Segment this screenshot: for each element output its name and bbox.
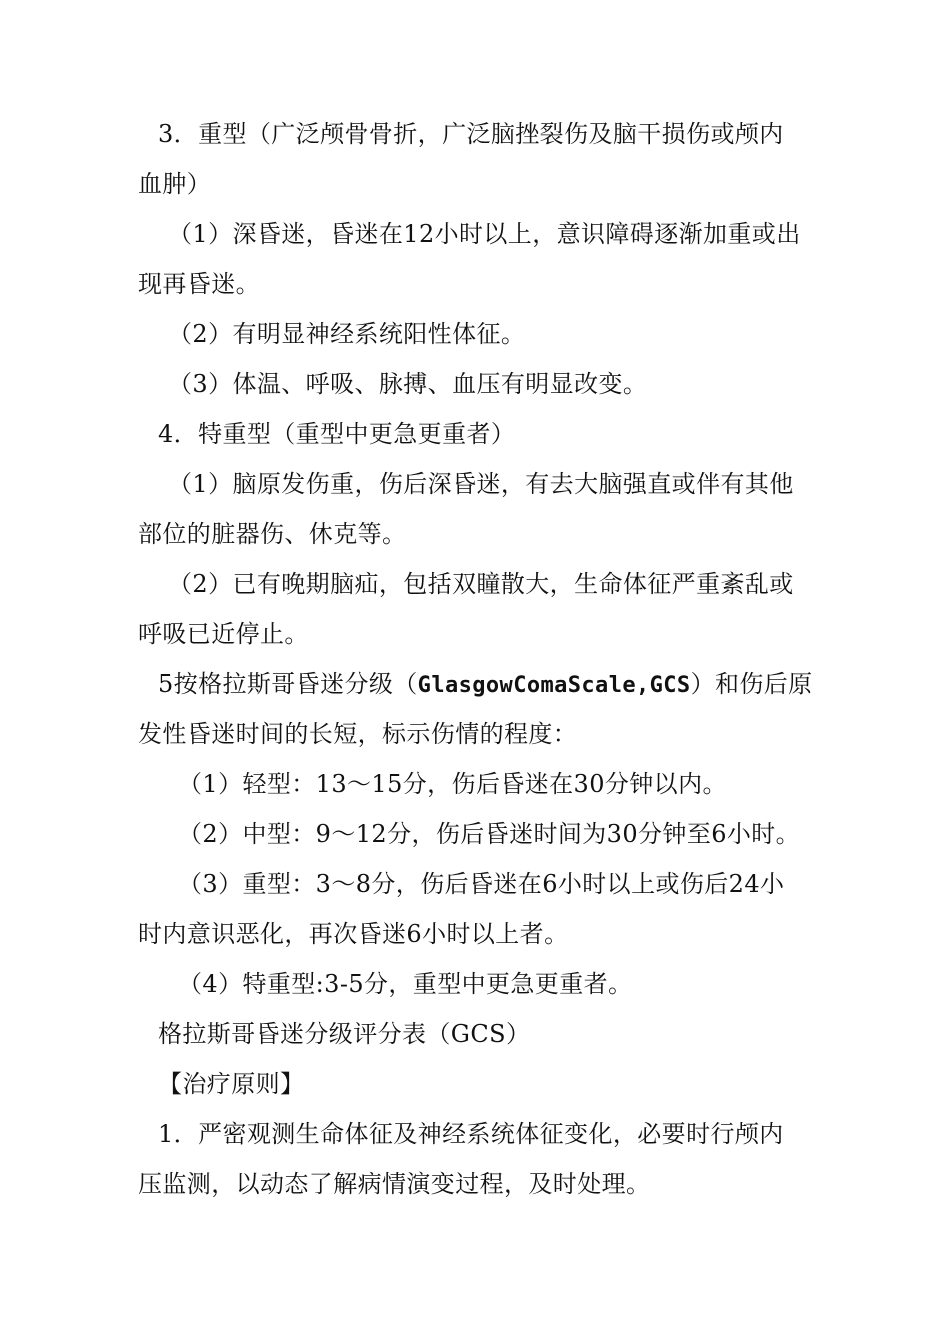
list-item-line: （2）有明显神经系统阳性体征。 — [168, 320, 526, 348]
heading-severe-type: 3．重型（广泛颅骨骨折，广泛脑挫裂伤及脑干损伤或颅内 — [158, 120, 784, 148]
list-item-line: （3）体温、呼吸、脉搏、血压有明显改变。 — [168, 370, 648, 398]
paragraph-line: 压监测，以动态了解病情演变过程，及时处理。 — [138, 1170, 651, 1198]
list-item-line: （1）脑原发伤重，伤后深昏迷，有去大脑强直或伴有其他 — [168, 470, 794, 498]
list-item-line: （4）特重型:3-5分，重型中更急更重者。 — [178, 970, 633, 998]
gcs-intro-text: 5按格拉斯哥昏迷分级（ — [158, 670, 418, 698]
gcs-intro-line — [158, 667, 813, 701]
section-heading-treatment: 【治疗原则】 — [158, 1070, 305, 1098]
list-item-line: （3）重型：3〜8分，伤后昏迷在6小时以上或伤后24小 — [178, 870, 785, 898]
list-item-line: （2）中型：9〜12分，伤后昏迷时间为30分钟至6小时。 — [178, 820, 801, 848]
heading-extra-severe-type: 4．特重型（重型中更急更重者） — [158, 420, 516, 448]
gcs-term: GlasgowComaScale,GCS — [417, 673, 691, 698]
paragraph-line: 呼吸已近停止。 — [138, 620, 309, 648]
list-item-line: （1）轻型：13〜15分，伤后昏迷在30分钟以内。 — [178, 770, 727, 798]
gcs-intro-text-end: ）和伤后原 — [690, 670, 813, 698]
paragraph-line: 现再昏迷。 — [138, 270, 260, 298]
paragraph-line: 部位的脏器伤、休克等。 — [138, 520, 407, 548]
paragraph-line: 血肿） — [138, 170, 212, 198]
paragraph-line: 时内意识恶化，再次昏迷6小时以上者。 — [138, 920, 569, 948]
list-item-line: （2）已有晚期脑疝，包括双瞳散大，生命体征严重紊乱或 — [168, 570, 794, 598]
gcs-table-title: 格拉斯哥昏迷分级评分表（GCS） — [158, 1020, 531, 1048]
paragraph-line: 发性昏迷时间的长短，标示伤情的程度： — [138, 720, 578, 748]
list-item-line: 1．严密观测生命体征及神经系统体征变化，必要时行颅内 — [158, 1120, 784, 1148]
list-item-line: （1）深昏迷，昏迷在12小时以上，意识障碍逐渐加重或出 — [168, 220, 801, 248]
